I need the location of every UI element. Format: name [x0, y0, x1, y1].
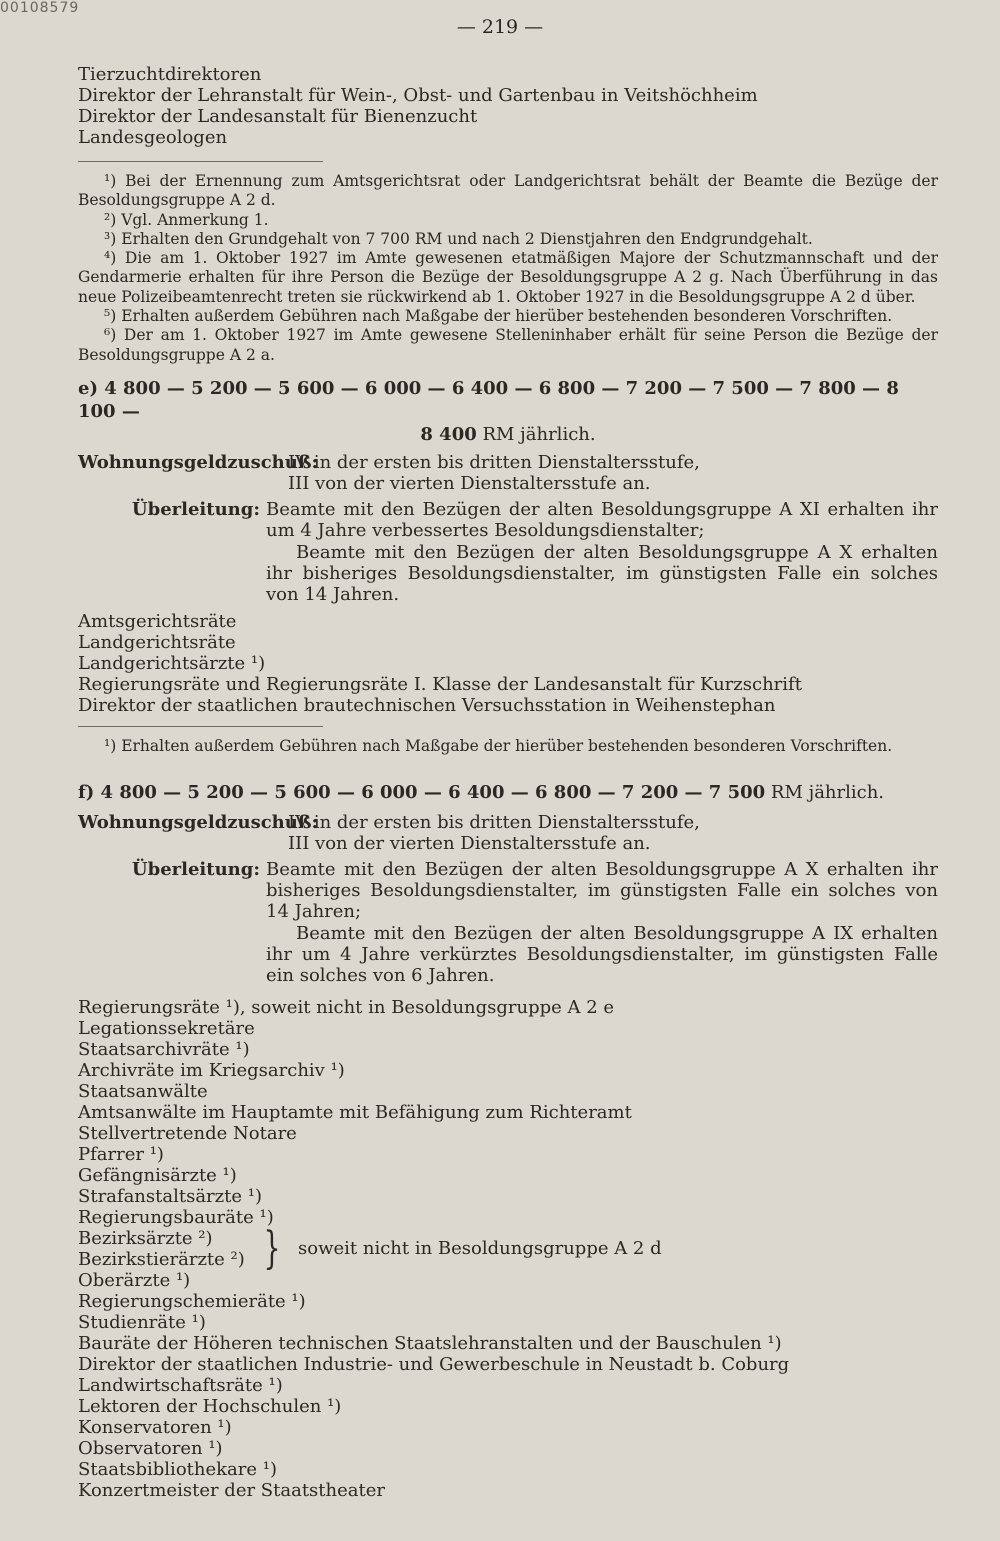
footnote-divider [78, 161, 323, 162]
title-line: Landgerichtsräte [78, 632, 236, 654]
title-line: Direktor der staatlichen brautechnischen Versuchsstation in Weihenstephan [78, 695, 776, 717]
title-line: Regierungsräte und Regierungsräte I. Klasse der Landesanstalt für Kurzschrift [78, 674, 802, 696]
footnote: ⁶) Der am 1. Oktober 1927 im Amte gewesene Stelleninhaber erhält für seine Person die Bezüge der Besoldungsgruppe A 2 a. [78, 326, 938, 364]
section-f-titles-cont [78, 1270, 938, 1501]
ueberleitung-text [266, 859, 938, 987]
ueberleitung-paragraph: Beamte mit den Bezügen der alten Besoldungsgruppe A X erhalten ihr bisheriges Besoldungsdienstalter, im günstigsten Falle ein solches von 14 Jahren. [266, 541, 938, 606]
section-f-ueberleitung [78, 859, 938, 987]
title-line: Direktor der Lehranstalt für Wein-, Obst- und Gartenbau in Veitshöchheim [78, 85, 758, 106]
section-f-heading: f) 4 800 — 5 200 — 5 600 — 6 000 — 6 400 — 6 800 — 7 200 — 7 500 RM jährlich. [78, 781, 885, 803]
title-line: Studienräte ¹) [78, 1311, 206, 1333]
bracket-item: Bezirksärzte ²) [78, 1227, 213, 1249]
title-line: Landwirtschaftsräte ¹) [78, 1374, 283, 1396]
title-line: Staatsbibliothekare ¹) [78, 1458, 277, 1480]
wohnung-line: IV in der ersten bis dritten Dienstaltersstufe, [288, 451, 700, 473]
title-line: Legationssekretäre [78, 1017, 255, 1039]
ueberleitung-label: Überleitung: [131, 858, 260, 880]
bracket-group [78, 1222, 938, 1274]
ueberleitung-label: Überleitung: [131, 498, 260, 520]
section-e-footnote: ¹) Erhalten außerdem Gebühren nach Maßgabe der hierüber bestehenden besonderen Vorschriften. [104, 737, 893, 756]
section-e-heading: e) 4 800 — 5 200 — 5 600 — 6 000 — 6 400 — 6 800 — 7 200 — 7 500 — 7 800 — 8 100 — [78, 377, 899, 422]
title-line: Amtsgerichtsräte [78, 611, 237, 633]
ueberleitung-paragraph: Beamte mit den Bezügen der alten Besoldungsgruppe A IX erhalten ihr um 4 Jahre verkürztes Besoldungsdienstalter, im günstigsten Falle ein solches von 6 Jahren. [266, 922, 938, 987]
footnote: ⁵) Erhalten außerdem Gebühren nach Maßgabe der hierüber bestehenden besonderen Vorschriften. [104, 307, 893, 326]
title-line: Konzertmeister der Staatstheater [78, 1479, 385, 1501]
title-line: Regierungsbauräte ¹) [78, 1206, 274, 1228]
brace-icon: } [263, 1222, 281, 1274]
footnote: ³) Erhalten den Grundgehalt von 7 700 RM und nach 2 Dienstjahren den Endgrundgehalt. [104, 229, 813, 248]
top-title-list [78, 64, 938, 148]
ueberleitung-paragraph: Beamte mit den Bezügen der alten Besoldungsgruppe A X erhalten ihr bisheriges Besoldungsdienstalter, im günstigsten Falle ein solches von 14 Jahren; [266, 858, 938, 923]
section-e-titles [78, 611, 938, 716]
title-line: Tierzuchtdirektoren [78, 64, 262, 85]
archive-stamp: 00108579 [0, 0, 80, 16]
footnote-divider [78, 726, 323, 727]
title-line: Strafanstaltsärzte ¹) [78, 1185, 262, 1207]
section-f-wohnung [78, 812, 938, 854]
title-line: Oberärzte ¹) [78, 1269, 191, 1291]
title-line: Amtsanwälte im Hauptamte mit Befähigung zum Richteramt [78, 1101, 632, 1123]
footnote-block [78, 172, 938, 365]
title-line: Bauräte der Höheren technischen Staatslehranstalten und der Bauschulen ¹) [78, 1332, 782, 1354]
wohnung-line: III von der vierten Dienstaltersstufe an. [288, 832, 651, 854]
footnote: ⁴) Die am 1. Oktober 1927 im Amte gewesenen etatmäßigen Majore der Schutzmannschaft und der Gendarmerie erhalten für ihre Person die Bezüge der Besoldungsgruppe A 2 g. Nach Überführung in das neue Polizeibeamtenrecht treten sie rückwirkend ab 1. Oktober 1927 in die Besoldungsgruppe A 2 d über. [78, 249, 938, 306]
title-line: Observatoren ¹) [78, 1437, 223, 1459]
footnote: ¹) Bei der Ernennung zum Amtsgerichtsrat oder Landgerichtsrat behält der Beamte die Bezüge der Besoldungsgruppe A 2 d. [78, 172, 938, 210]
footnote: ²) Vgl. Anmerkung 1. [104, 210, 269, 229]
title-line: Konservatoren ¹) [78, 1416, 232, 1438]
title-line: Lektoren der Hochschulen ¹) [78, 1395, 342, 1417]
bracket-items [78, 1228, 248, 1270]
title-line: Stellvertretende Notare [78, 1122, 297, 1144]
section-e-heading-cont: 8 400 RM jährlich. [420, 423, 596, 445]
section-f-titles [78, 997, 938, 1228]
title-line: Landesgeologen [78, 127, 228, 148]
page-number: — 219 — [456, 16, 544, 38]
page-content [78, 64, 938, 1501]
wohnung-text [288, 812, 938, 854]
title-line: Regierungsräte ¹), soweit nicht in Besoldungsgruppe A 2 e [78, 996, 615, 1018]
bracket-note: soweit nicht in Besoldungsgruppe A 2 d [298, 1238, 662, 1260]
title-line: Landgerichtsärzte ¹) [78, 653, 266, 675]
wohnung-label: Wohnungsgeldzuschuß: [78, 451, 319, 473]
title-line: Staatsanwälte [78, 1080, 208, 1102]
title-line: Archivräte im Kriegsarchiv ¹) [78, 1059, 345, 1081]
wohnung-label: Wohnungsgeldzuschuß: [78, 811, 319, 833]
wohnung-text [288, 452, 938, 494]
title-line: Regierungschemieräte ¹) [78, 1290, 306, 1312]
section-e-ueberleitung [78, 499, 938, 605]
ueberleitung-text [266, 499, 938, 605]
wohnung-line: IV in der ersten bis dritten Dienstaltersstufe, [288, 811, 700, 833]
bracket-item: Bezirkstierärzte ²) [78, 1248, 245, 1270]
title-line: Gefängnisärzte ¹) [78, 1164, 237, 1186]
title-line: Staatsarchivräte ¹) [78, 1038, 250, 1060]
wohnung-line: III von der vierten Dienstaltersstufe an. [288, 472, 651, 494]
section-e-wohnung [78, 452, 938, 494]
title-line: Direktor der staatlichen Industrie- und Gewerbeschule in Neustadt b. Coburg [78, 1353, 790, 1375]
ueberleitung-paragraph: Beamte mit den Bezügen der alten Besoldungsgruppe A XI erhalten ihr um 4 Jahre verbessertes Besoldungsdienstalter; [266, 498, 938, 542]
title-line: Pfarrer ¹) [78, 1143, 164, 1165]
title-line: Direktor der Landesanstalt für Bienenzucht [78, 106, 478, 127]
